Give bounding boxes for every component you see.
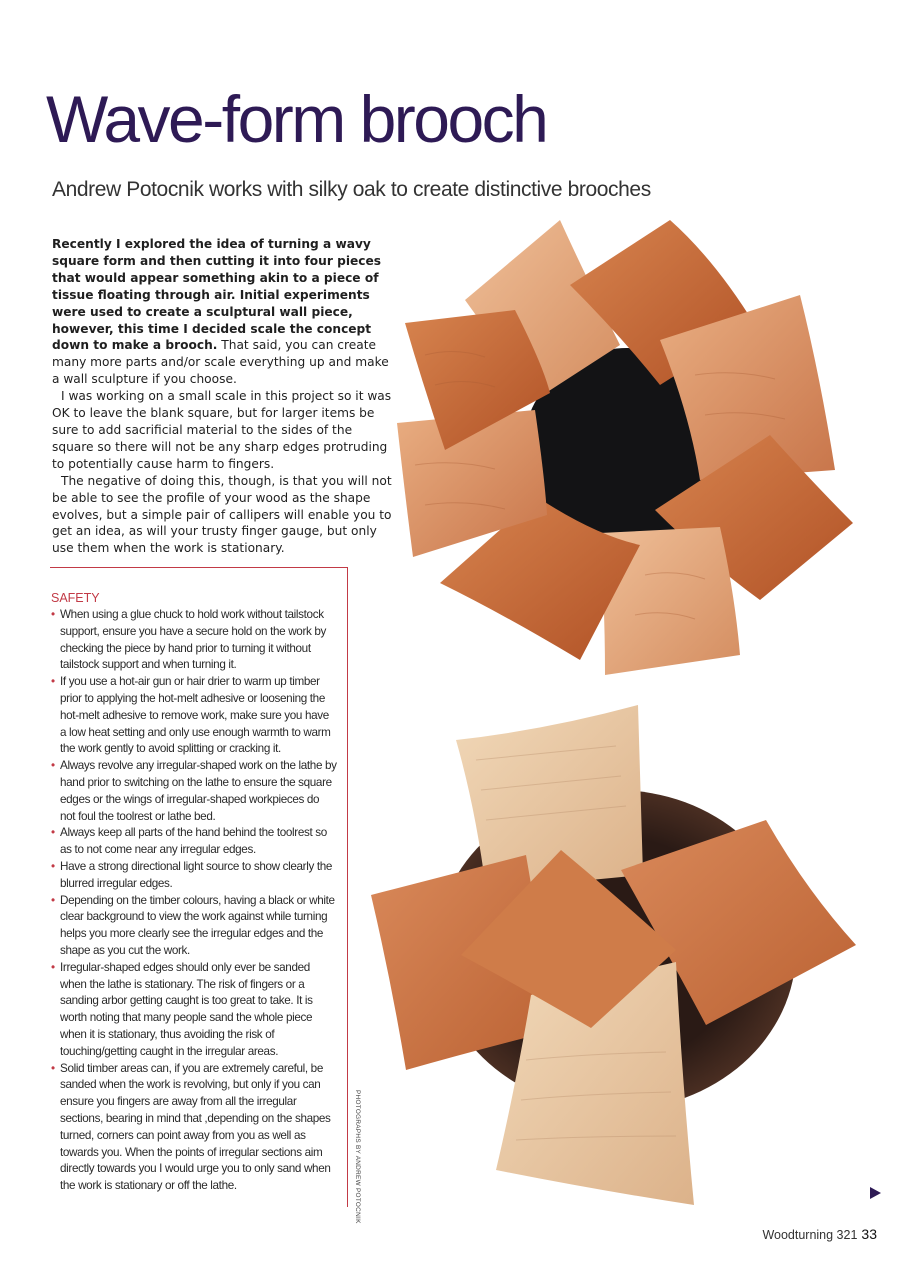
page-number: 33 bbox=[861, 1226, 877, 1242]
safety-item: • When using a glue chuck to hold work without tailstock support, ensure you have a secure hold on the work by checking the piece by hand prior to turning it without tailstock support and when turning it. bbox=[51, 607, 337, 674]
safety-box bbox=[50, 567, 348, 1207]
safety-item: • Irregular-shaped edges should only ever be sanded when the lathe is stationary. The risk of fingers or a sanding arbor getting caught is too great to take. It is worth noting that many people sand the whole piece when it is stationary, thus avoiding the risk of touching/getting caught in the irregular areas. bbox=[51, 960, 337, 1061]
page-footer bbox=[700, 1226, 877, 1242]
intro-lead-rest: That said, you can create many more parts and/or scale everything up and make a wall sculpture if you choose. bbox=[52, 338, 389, 387]
safety-item: • Depending on the timber colours, having a black or white clear background to view the work against while turning helps you more clearly see the irregular edges and the shape as you cut the work. bbox=[51, 893, 337, 960]
brooch-stack-photo bbox=[366, 700, 860, 1212]
photo-credit: PHOTOGRAPHS BY ANDREW POTOCNIK bbox=[354, 1090, 361, 1224]
safety-list bbox=[51, 607, 337, 1195]
safety-item: • Always revolve any irregular-shaped work on the lathe by hand prior to switching on the lathe to ensure the square edges or the wings of irregular-shaped workpieces do not foul the toolrest or lathe bed. bbox=[51, 758, 337, 825]
page-title: Wave-form brooch bbox=[46, 82, 547, 156]
continue-arrow-icon bbox=[870, 1187, 881, 1199]
safety-title: SAFETY bbox=[51, 591, 100, 605]
magazine-issue: Woodturning 321 bbox=[762, 1228, 858, 1242]
intro-paragraph-1 bbox=[52, 236, 392, 388]
safety-item: • Always keep all parts of the hand behind the toolrest so as to not come near any irregular edges. bbox=[51, 825, 337, 859]
intro-paragraph-2: I was working on a small scale in this project so it was OK to leave the blank square, but for larger items be sure to add sacrificial material to the sides of the square so there will not be any sharp edges protruding to potentially cause harm to fingers. bbox=[52, 389, 392, 471]
safety-item: • Have a strong directional light source to show clearly the blurred irregular edges. bbox=[51, 859, 337, 893]
safety-item: • If you use a hot-air gun or hair drier to warm up timber prior to applying the hot-melt adhesive or loosening the hot-melt adhesive to remove work, make sure you have a low heat setting and only use enough warmth to warm the work gently to avoid splitting or cracking it. bbox=[51, 674, 337, 758]
intro-paragraph-3: The negative of doing this, though, is that you will not be able to see the profile of your wood as the shape evolves, but a simple pair of callipers will enable you to get an idea, as will your trusty finger gauge, but only use them when the work is stationary. bbox=[52, 473, 392, 556]
intro-lead: Recently I explored the idea of turning a wavy square form and then cutting it into four pieces that would appear something akin to a piece of tissue floating through air. Initial experiments were used to create a sculptural wall piece, however, this time I decided scale the concept down to make a brooch. bbox=[52, 237, 382, 353]
intro-text bbox=[52, 236, 392, 557]
safety-item: • Solid timber areas can, if you are extremely careful, be sanded when the work is revolving, but only if you can ensure you fingers are away from all the irregular sections, bearing in mind that ,depending on the shapes turned, corners can point away from you as well as towards you. When the points of irregular sections aim directly towards you I would urge you to only sand when the work is stationary or off the lathe. bbox=[51, 1061, 337, 1195]
brooch-ring-photo bbox=[395, 215, 860, 685]
page-subtitle: Andrew Potocnik works with silky oak to create distinctive brooches bbox=[52, 178, 651, 201]
